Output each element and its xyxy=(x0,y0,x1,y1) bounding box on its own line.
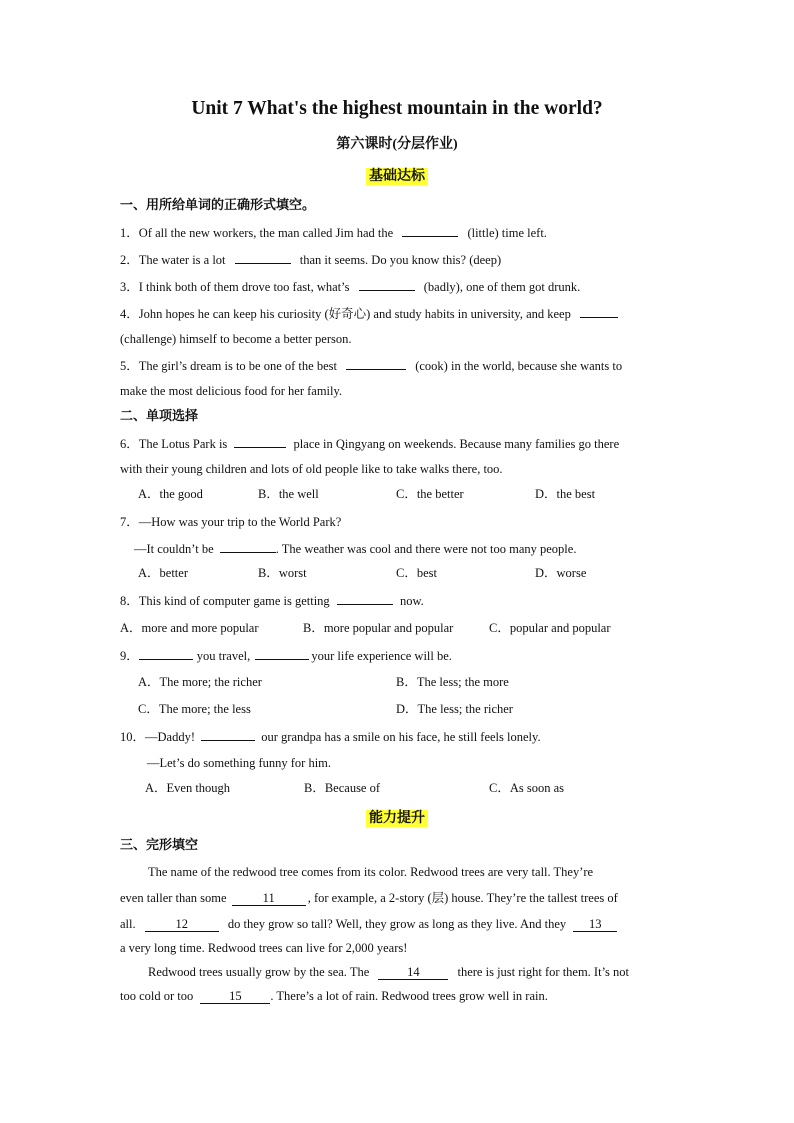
answer-blank[interactable] xyxy=(139,647,193,660)
question-9: 9． you travel, your life experience will be. xyxy=(120,649,452,663)
passage-line: a very long time. Redwood trees can live for 2,000 years! xyxy=(120,941,408,955)
cloze-blank-15[interactable]: 15 xyxy=(200,989,270,1004)
option-c[interactable]: C．best xyxy=(396,566,437,580)
question-7-line2: —It couldn’t be . The weather was cool and there were not too many people. xyxy=(134,542,577,556)
question-5: 5．The girl’s dream is to be one of the best (cook) in the world, because she wants to xyxy=(120,359,623,373)
question-10: 10．—Daddy! our grandpa has a smile on his face, he still feels lonely. xyxy=(120,730,541,744)
option-a[interactable]: A．the good xyxy=(138,487,203,501)
option-b[interactable]: B．more popular and popular xyxy=(303,621,454,635)
passage-line: Redwood trees usually grow by the sea. The 14 there is just right for them. It’s not xyxy=(148,965,630,979)
question-3: 3．I think both of them drove too fast, what’s (badly), one of them got drunk. xyxy=(120,280,581,294)
option-a[interactable]: A．Even though xyxy=(145,781,231,795)
option-c[interactable]: C．the better xyxy=(396,487,464,501)
option-c[interactable]: C．As soon as xyxy=(489,781,565,795)
passage-line: The name of the redwood tree comes from its color. Redwood trees are very tall. They’re xyxy=(148,865,594,879)
passage-line: all. 12 do they grow so tall? Well, they grow as long as they live. And they 13 xyxy=(120,916,617,932)
question-6: 6．The Lotus Park is place in Qingyang on weekends. Because many families go there xyxy=(120,437,620,451)
cloze-blank-11[interactable]: 11 xyxy=(232,891,306,906)
answer-blank[interactable] xyxy=(255,647,309,660)
option-c[interactable]: C．popular and popular xyxy=(489,621,611,635)
option-a[interactable]: A．The more; the richer xyxy=(138,675,262,689)
question-4: 4．John hopes he can keep his curiosity (好奇心) and study habits in university, and keep xyxy=(120,305,618,322)
passage-line: even taller than some 11 , for example, a 2-story (层) house. They’re the tallest trees of xyxy=(120,891,618,905)
question-10-line2: —Let’s do something funny for him. xyxy=(147,756,332,770)
passage-line: too cold or too 15 . There’s a lot of rain. Redwood trees grow well in rain. xyxy=(120,989,548,1003)
option-c[interactable]: C．The more; the less xyxy=(138,702,251,716)
question-2: 2．The water is a lot than it seems. Do you know this? (deep) xyxy=(120,253,502,267)
part3-heading: 三、完形填空 xyxy=(120,837,199,852)
question-7: 7．—How was your trip to the World Park? xyxy=(120,515,342,529)
option-a[interactable]: A．better xyxy=(138,566,188,580)
question-5-line2: make the most delicious food for her family. xyxy=(120,384,343,398)
page-title: Unit 7 What's the highest mountain in the world? xyxy=(191,98,603,119)
answer-blank[interactable] xyxy=(346,357,406,370)
option-b[interactable]: B．the well xyxy=(258,487,319,501)
cloze-blank-12[interactable]: 12 xyxy=(145,917,219,932)
option-b[interactable]: B．The less; the more xyxy=(396,675,509,689)
answer-blank[interactable] xyxy=(220,540,276,553)
answer-blank[interactable] xyxy=(201,728,255,741)
part1-heading: 一、用所给单词的正确形式填空。 xyxy=(120,197,316,212)
answer-blank[interactable] xyxy=(402,224,458,237)
option-d[interactable]: D．the best xyxy=(535,487,596,501)
option-b[interactable]: B．Because of xyxy=(304,781,381,795)
answer-blank[interactable] xyxy=(359,278,415,291)
option-d[interactable]: D．worse xyxy=(535,566,587,580)
answer-blank[interactable] xyxy=(580,305,618,318)
answer-blank[interactable] xyxy=(234,435,286,448)
section-banner-advanced: 能力提升 xyxy=(0,807,794,827)
section-banner-basic: 基础达标 xyxy=(0,165,794,185)
part2-heading: 二、单项选择 xyxy=(120,408,199,423)
question-4-line2: (challenge) himself to become a better person. xyxy=(120,332,352,346)
option-b[interactable]: B．worst xyxy=(258,566,307,580)
option-a[interactable]: A．more and more popular xyxy=(120,621,259,635)
question-1: 1．Of all the new workers, the man called Jim had the (little) time left. xyxy=(120,226,547,240)
option-d[interactable]: D．The less; the richer xyxy=(396,702,513,716)
question-8: 8．This kind of computer game is getting now. xyxy=(120,594,424,608)
cloze-blank-14[interactable]: 14 xyxy=(378,965,448,980)
question-6-line2: with their young children and lots of old people like to take walks there, too. xyxy=(120,462,503,476)
answer-blank[interactable] xyxy=(337,592,393,605)
page-subtitle: 第六课时(分层作业) xyxy=(336,137,458,152)
answer-blank[interactable] xyxy=(235,251,291,264)
cloze-blank-13[interactable]: 13 xyxy=(573,917,617,932)
